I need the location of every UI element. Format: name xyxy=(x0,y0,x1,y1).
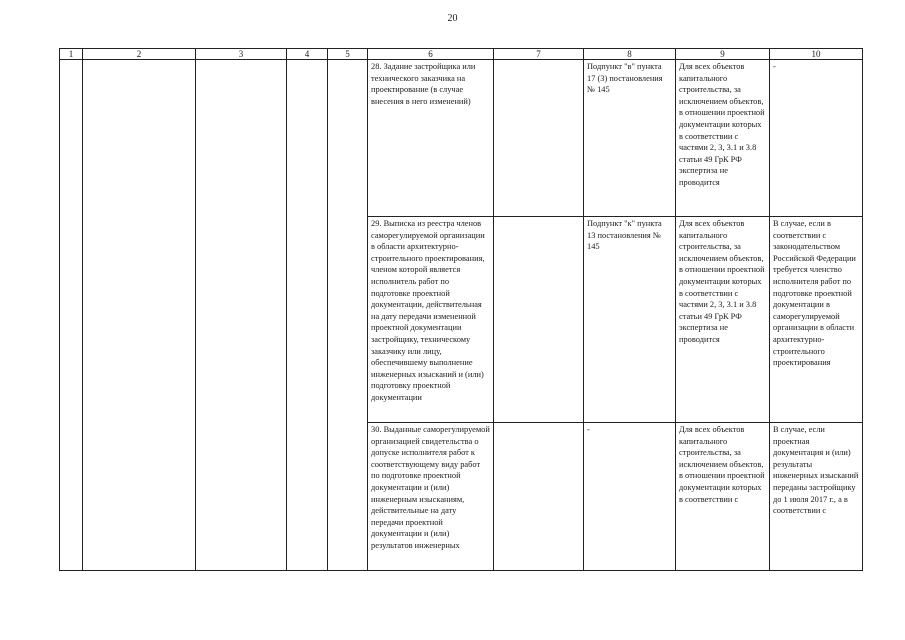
empty-cell xyxy=(60,60,83,571)
empty-cell xyxy=(196,60,287,571)
column-number: 2 xyxy=(83,49,196,60)
table-row xyxy=(60,60,863,217)
column-number-row xyxy=(60,49,863,60)
document-name-cell: 30. Выданные саморегулируемой организацией свидетельства о допуске исполнителя работ к соответствующему виду работ по подготовке проектной документации и (или) инженерным изысканиям, действительные на дату передачи проектной документации и (или) результатов инженерных xyxy=(368,423,494,571)
legal-basis-cell: Подпункт "к" пункта 13 постановления № 145 xyxy=(584,217,676,423)
empty-cell xyxy=(287,60,328,571)
applicability-cell: Для всех объектов капитального строительства, за исключением объектов, в отношении проектной документации которых в соответствии с xyxy=(676,423,770,571)
legal-basis-cell: - xyxy=(584,423,676,571)
column-number: 10 xyxy=(770,49,863,60)
column-number: 8 xyxy=(584,49,676,60)
column-number: 3 xyxy=(196,49,287,60)
applicability-cell: Для всех объектов капитального строительства, за исключением объектов, в отношении проектной документации которых в соответствии с частями 2, 3, 3.1 и 3.8 статьи 49 ГрК РФ экспертиза не проводится xyxy=(676,60,770,217)
column-number: 9 xyxy=(676,49,770,60)
column-number: 7 xyxy=(494,49,584,60)
column-number: 6 xyxy=(368,49,494,60)
document-name-cell: 28. Задание застройщика или технического заказчика на проектирование (в случае внесения в него изменений) xyxy=(368,60,494,217)
condition-cell: В случае, если в соответствии с законодательством Российской Федерации требуется членство исполнителя работ по подготовке проектной документации в саморегулируемой организации в области архитектурно-строительного проектирования xyxy=(770,217,863,423)
empty-cell xyxy=(328,60,368,571)
applicability-cell: Для всех объектов капитального строительства, за исключением объектов, в отношении проектной документации которых в соответствии с частями 2, 3, 3.1 и 3.8 статьи 49 ГрК РФ экспертиза не проводится xyxy=(676,217,770,423)
empty-cell xyxy=(494,60,584,217)
condition-cell: - xyxy=(770,60,863,217)
column-number: 5 xyxy=(328,49,368,60)
empty-cell xyxy=(83,60,196,571)
empty-cell xyxy=(494,423,584,571)
column-number: 1 xyxy=(60,49,83,60)
legal-basis-cell: Подпункт "в" пункта 17 (3) постановления № 145 xyxy=(584,60,676,217)
document-name-cell: 29. Выписка из реестра членов саморегулируемой организации в области архитектурно-строительного проектирования, членом которой является исполнитель работ по подготовке проектной документации, действительная на дату передачи измененной проектной документации застройщику, техническому заказчику или лицу, обеспечившему выполнение инженерных изысканий и (или) подготовку проектной документации xyxy=(368,217,494,423)
column-number: 4 xyxy=(287,49,328,60)
page-number: 20 xyxy=(447,13,458,24)
requirements-table xyxy=(59,48,863,571)
empty-cell xyxy=(494,217,584,423)
condition-cell: В случае, если проектная документация и (или) результаты инженерных изысканий переданы застройщику до 1 июля 2017 г., а в соответствии с xyxy=(770,423,863,571)
